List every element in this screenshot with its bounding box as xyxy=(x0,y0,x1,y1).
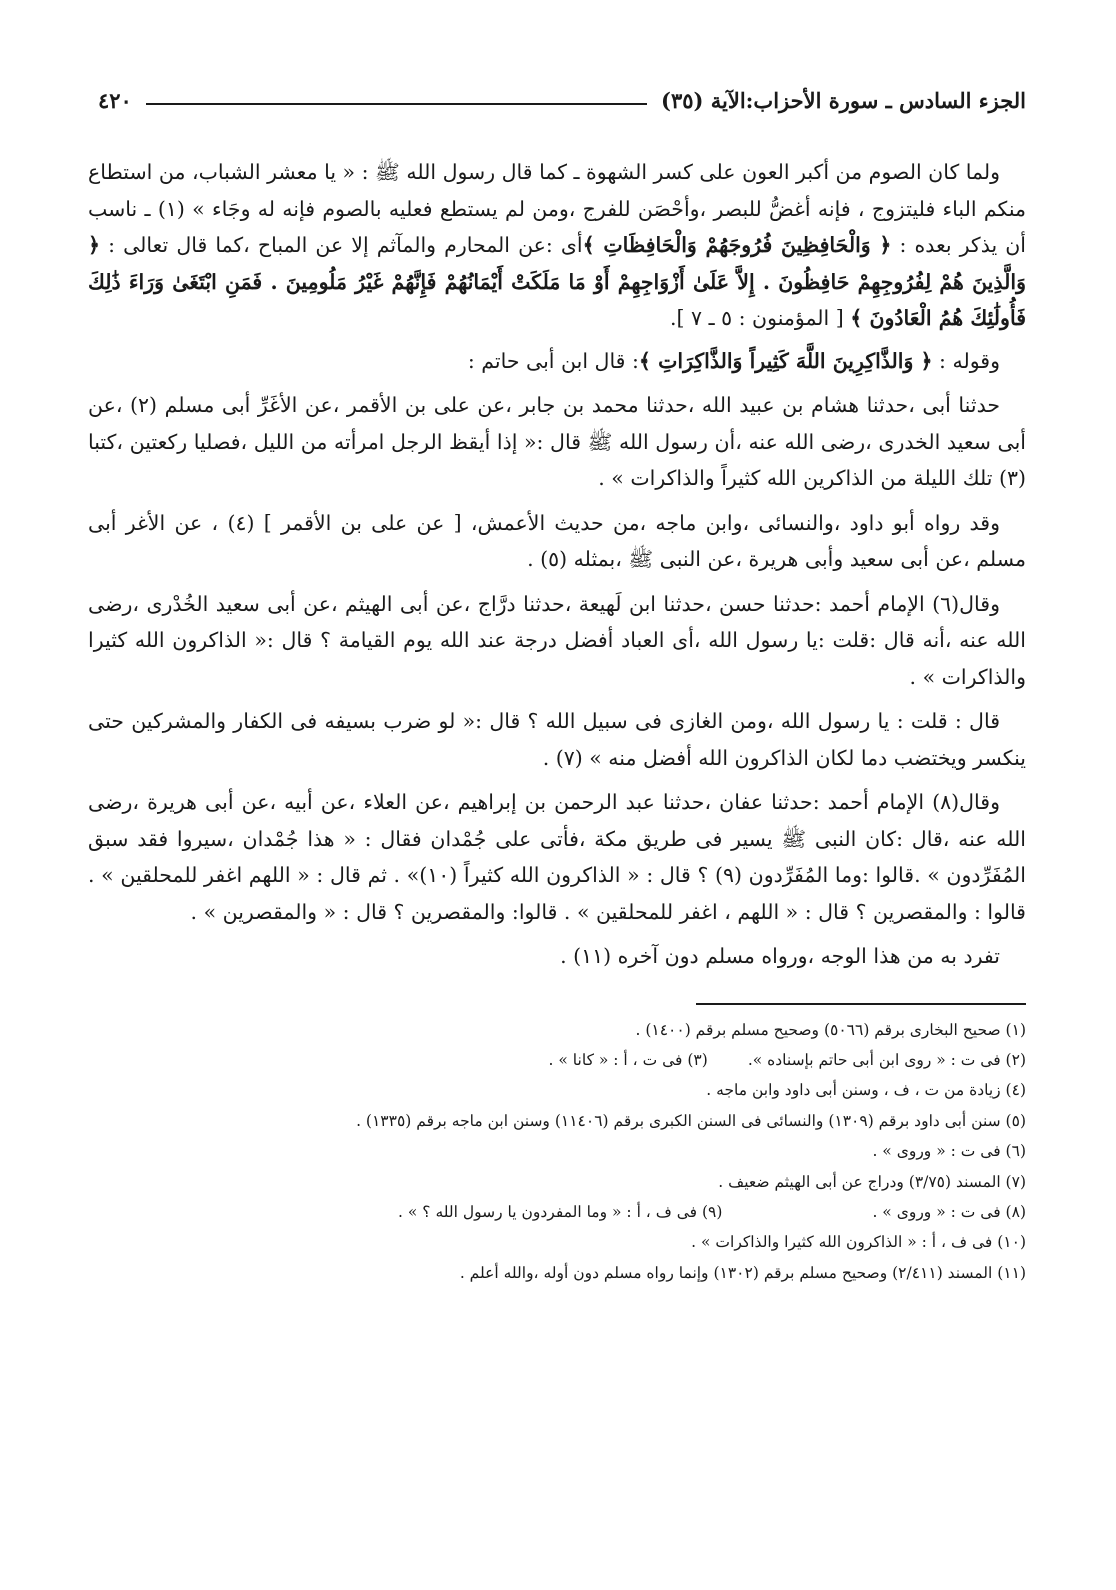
footnote: (١٠) فى ف ، أ : « الذاكرون الله كثيرا والذاكرات » . xyxy=(691,1233,1026,1252)
paragraph-3: حدثنا أبى ،حدثنا هشام بن عبيد الله ،حدثنا محمد بن جابر ،عن على بن الأقمر ،عن الأغَرِّ أبى مسلم (٢) ،عن أبى سعيد الخدرى ،رضى الله عنه ،أن رسول الله ﷺ قال :« إذا أيقظ الرجل امرأته من الليل ،فصليا ركعتين ،كتبا (٣) تلك الليلة من الذاكرين الله كثيراً والذاكرات » . xyxy=(88,393,1026,490)
footnote-text: (٨) فى ت : « وروى » . xyxy=(872,1202,1026,1221)
footnote xyxy=(88,1045,1026,1075)
footnote-text: (٣) فى ت ، أ : « كانا » . xyxy=(548,1050,708,1069)
footnotes xyxy=(88,1015,1026,1289)
paragraph-text: ولما كان الصوم من أكبر العون على كسر الشهوة ـ كما قال رسول الله ﷺ : « يا معشر الشباب، من استطاع منكم الباء فليتزوج ، فإنه أغضُّ للبصر ،وأحْصَن للفرج ،ومن لم يستطع فعليه بالصوم فإنه له وجَاء » (١) ـ ناسب أن يذكر بعده : xyxy=(88,160,1026,257)
paragraph-1 xyxy=(88,154,1026,337)
paragraph-4: وقد رواه أبو داود ،والنسائى ،وابن ماجه ،من حديث الأعمش، [ عن على بن الأقمر ] (٤) ، عن الأغر أبى مسلم ،عن أبى سعيد وأبى هريرة ،عن النبى ﷺ ،بمثله (٥) . xyxy=(88,510,1026,571)
footnote-rule xyxy=(696,1003,1026,1005)
paragraph-text: : قال ابن أبى حاتم : xyxy=(467,348,639,373)
footnote: (٤) زيادة من ت ، ف ، وسنن أبى داود وابن ماجه . xyxy=(706,1081,1026,1100)
paragraph-8: تفرد به من هذا الوجه ،ورواه مسلم دون آخره (١١) . xyxy=(560,944,1000,968)
paragraph-7: وقال(٨) الإمام أحمد :حدثنا عفان ،حدثنا عبد الرحمن بن إبراهيم ،عن العلاء ،عن أبيه ،عن أبى هريرة ،رضى الله عنه ،قال :كان النبى ﷺ يسير فى طريق مكة ،فأتى على جُمْدان فقال : « هذا جُمْدان ،سيروا فقد سبق المُفَرِّدون » .قالوا :وما المُفَرِّدون (٩) ؟ قال : « الذاكرون الله كثيراً (١٠)» . ثم قال : « اللهم اغفر للمحلقين » . قالوا : والمقصرين ؟ قال : « اللهم ، اغفر للمحلقين » . قالوا: والمقصرين ؟ قال : « والمقصرين » . xyxy=(88,790,1026,924)
paragraph-text: وقوله : xyxy=(932,348,1000,373)
document-page xyxy=(88,80,1026,1540)
footnote-text: (٩) فى ف ، أ : « وما المفردون يا رسول الله ؟ » . xyxy=(398,1202,723,1221)
paragraph-5: وقال(٦) الإمام أحمد :حدثنا حسن ،حدثنا ابن لَهيعة ،حدثنا درَّاج ،عن أبى الهيثم ،عن أبى سعيد الخُدْرى ،رضى الله عنه ،أنه قال :قلت :يا رسول الله ،أى العباد أفضل درجة عند الله يوم القيامة ؟ قال :« الذاكرون الله كثيرا والذاكرات » . xyxy=(88,591,1026,689)
footnote: (١١) المسند (٢/٤١١) وصحيح مسلم برقم (١٣٠٢) وإنما رواه مسلم دون أوله ،والله أعلم . xyxy=(459,1263,1026,1282)
footnote: (١) صحيح البخارى برقم (٥٠٦٦) وصحيح مسلم برقم (١٤٠٠) . xyxy=(635,1020,1026,1039)
page-number: ٤٢٠ xyxy=(98,87,132,113)
paragraph-6: قال : قلت : يا رسول الله ،ومن الغازى فى سبيل الله ؟ قال :« لو ضرب بسيفه فى الكفار والمشركين حتى ينكسر ويختضب دما لكان الذاكرون الله أفضل منه » (٧) . xyxy=(88,709,1026,770)
footnote-text: (٢) فى ت : « روى ابن أبى حاتم بإسناده ». xyxy=(747,1050,1026,1069)
page-header xyxy=(88,80,1026,120)
footnote: (٧) المسند (٣/٧٥) ودراج عن أبى الهيثم ضعيف . xyxy=(718,1172,1026,1191)
footnote: (٥) سنن أبى داود برقم (١٣٠٩) والنسائى فى السنن الكبرى برقم (١١٤٠٦) وسنن ابن ماجه برقم (١٣٣٥) . xyxy=(356,1111,1026,1130)
quran-verse: ﴿ وَالذَّاكِرِينَ اللَّهَ كَثِيراً وَالذَّاكِرَاتِ ﴾ xyxy=(638,348,933,373)
paragraph-text: أى :عن المحارم والمآثم إلا عن المباح ،كما قال تعالى : xyxy=(100,233,583,257)
footnote: (٦) فى ت : « وروى » . xyxy=(872,1142,1026,1161)
body-text xyxy=(88,154,1026,975)
header-rule xyxy=(146,103,647,105)
footnote xyxy=(88,1197,1026,1227)
verse-reference: [ المؤمنون : ٥ ـ ٧ ]. xyxy=(670,306,844,330)
paragraph-2 xyxy=(88,343,1026,380)
quran-verse: ﴿ وَالَّذِينَ هُمْ لِفُرُوجِهِمْ حَافِظُونَ . إِلاَّ عَلَىٰ أَزْوَاجِهِمْ أَوْ مَا مَلَكَتْ أَيْمَانُهُمْ فَإِنَّهُمْ غَيْرُ مَلُومِينَ . فَمَنِ ابْتَغَىٰ وَرَاءَ ذَٰلِكَ فَأُولَٰئِكَ هُمُ الْعَادُونَ ﴾ xyxy=(88,233,1026,330)
quran-verse: ﴿ وَالْحَافِظِينَ فُرُوجَهُمْ وَالْحَافِظَاتِ ﴾ xyxy=(582,233,892,257)
running-title: الجزء السادس ـ سورة الأحزاب:الآية (٣٥) xyxy=(661,87,1026,113)
